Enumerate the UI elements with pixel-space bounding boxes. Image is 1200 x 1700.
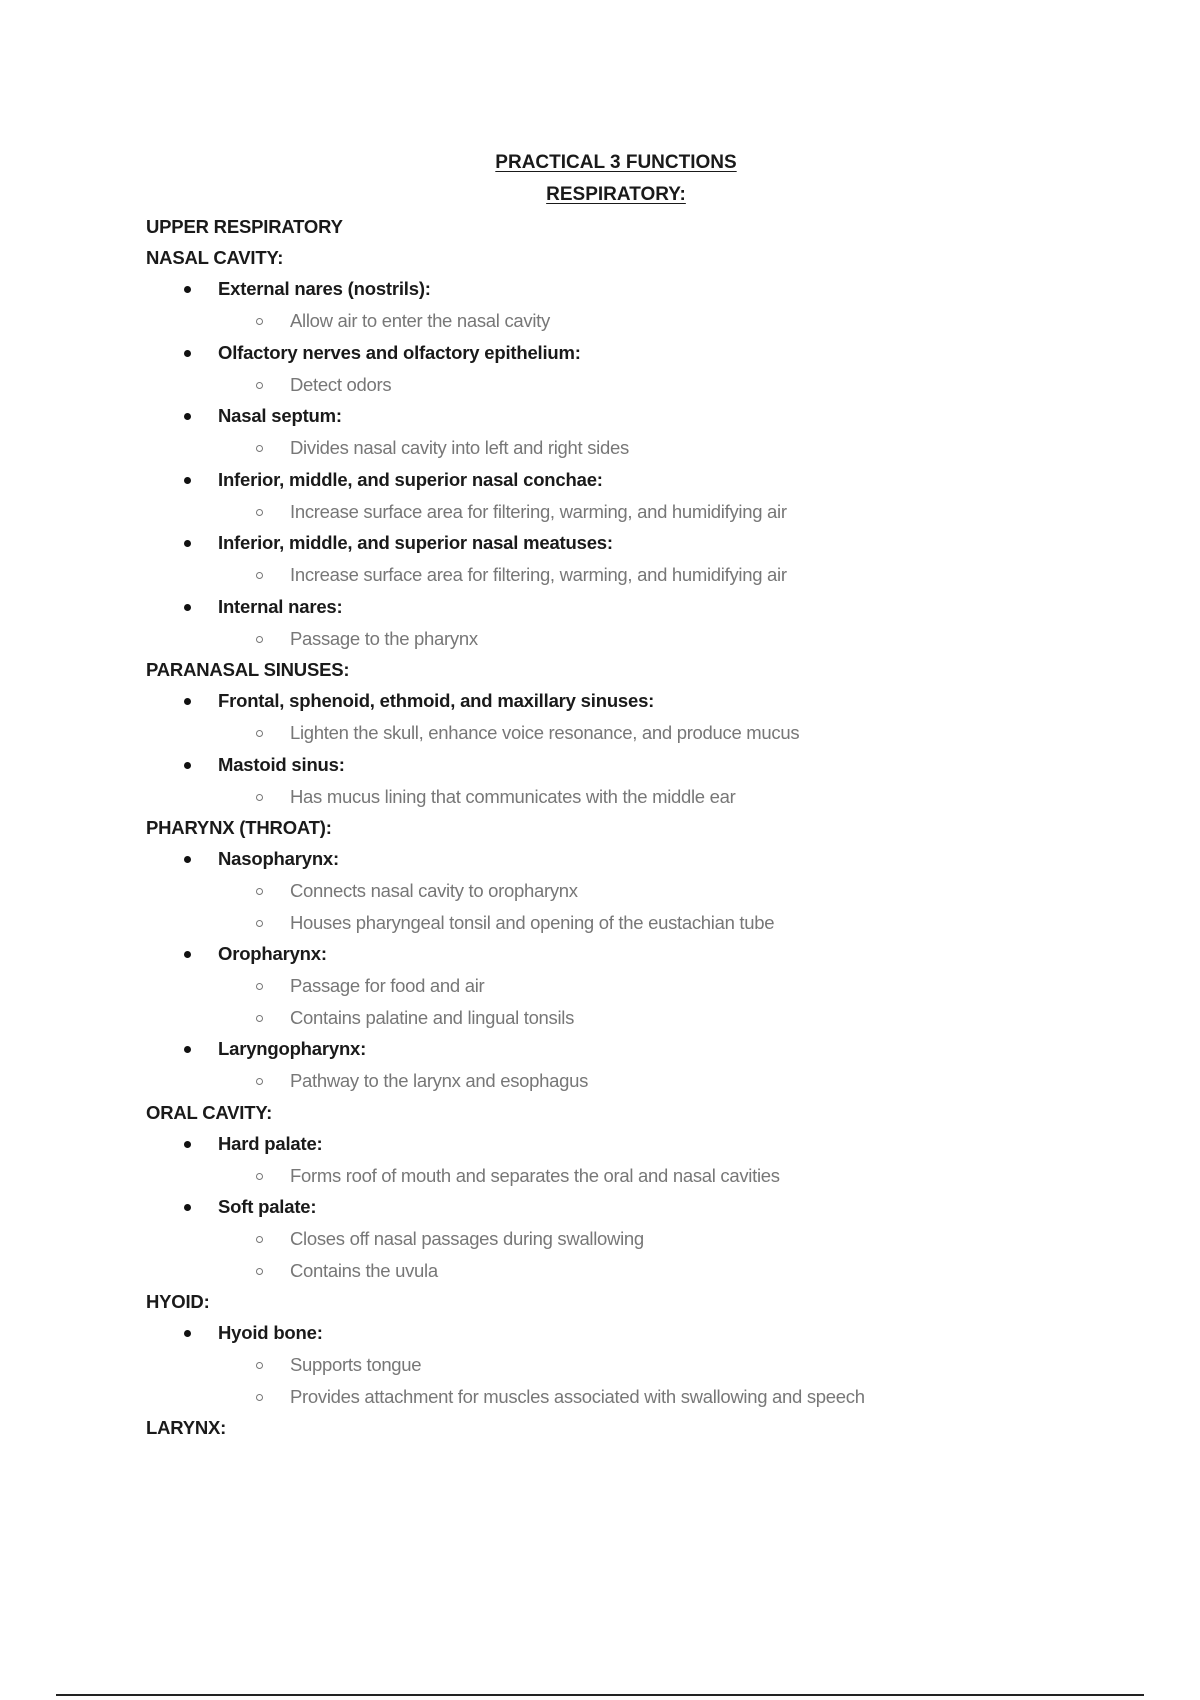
sub-bullet-list: [146, 717, 1126, 749]
sub-list-item: [146, 496, 1126, 528]
list-item-row: [146, 685, 1126, 717]
hollow-circle-bullet-icon: [256, 636, 263, 643]
list-item-row: [146, 464, 1126, 496]
sub-bullet-list: [146, 970, 1126, 1033]
document-title: PRACTICAL 3 FUNCTIONS: [495, 152, 737, 173]
sub-list-item-text: Detect odors: [290, 373, 392, 395]
sub-list-item-text: Pathway to the larynx and esophagus: [290, 1070, 589, 1091]
list-item-label: Oropharynx:: [218, 943, 327, 964]
hollow-circle-bullet-icon: [256, 1078, 263, 1085]
sub-list-item: [146, 781, 1126, 813]
list-item: [146, 273, 1126, 337]
sub-bullet-list: [146, 559, 1126, 591]
section-heading: ORAL CAVITY:: [146, 1101, 273, 1123]
list-item-label: Olfactory nerves and olfactory epithelium:: [218, 341, 581, 363]
sub-list-item-text: Increase surface area for filtering, warming, and humidifying air: [290, 500, 787, 522]
bullet-dot-icon: [184, 1141, 191, 1148]
list-item: [146, 400, 1126, 464]
sub-list-item: [146, 559, 1126, 591]
sub-list-item: [146, 623, 1126, 655]
sub-bullet-list: [146, 496, 1126, 528]
sub-bullet-list: [146, 1065, 1126, 1097]
sub-list-item: [146, 875, 1126, 907]
sub-list-item-text: Lighten the skull, enhance voice resonance, and produce mucus: [290, 722, 800, 743]
sub-list-item: [146, 970, 1126, 1002]
bullet-dot-icon: [184, 1046, 191, 1053]
bullet-list: [146, 1317, 1126, 1412]
section-heading: NASAL CAVITY:: [146, 247, 284, 268]
list-item: [146, 464, 1126, 528]
bullet-dot-icon: [184, 1204, 191, 1211]
sub-bullet-list: [146, 1349, 1126, 1412]
bullet-list: [146, 273, 1126, 654]
hollow-circle-bullet-icon: [256, 1362, 263, 1369]
sub-list-item-text: Provides attachment for muscles associated with swallowing and speech: [290, 1385, 865, 1407]
hollow-circle-bullet-icon: [256, 1236, 263, 1243]
section-heading: UPPER RESPIRATORY: [146, 216, 343, 237]
document-body: [146, 147, 1126, 1443]
bullet-list: [146, 1128, 1126, 1287]
bullet-dot-icon: [184, 540, 191, 547]
sub-bullet-list: [146, 781, 1126, 813]
sub-list-item-text: Passage to the pharynx: [290, 627, 478, 649]
sub-list-item: [146, 432, 1126, 464]
list-item: [146, 1191, 1126, 1286]
hollow-circle-bullet-icon: [256, 794, 263, 801]
sub-list-item-text: Houses pharyngeal tonsil and opening of the eustachian tube: [290, 911, 775, 933]
bullet-dot-icon: [184, 350, 191, 357]
list-item-label: Nasopharynx:: [218, 848, 339, 869]
list-item: [146, 591, 1126, 655]
list-item-label: Hyoid bone:: [218, 1322, 323, 1343]
sub-list-item-text: Allow air to enter the nasal cavity: [290, 310, 550, 331]
sub-list-item-text: Supports tongue: [290, 1354, 422, 1375]
bullet-dot-icon: [184, 951, 191, 958]
list-item-label: Nasal septum:: [218, 405, 342, 426]
list-item-row: [146, 1033, 1126, 1065]
list-item-label: Inferior, middle, and superior nasal meatuses:: [218, 532, 613, 553]
sub-bullet-list: [146, 432, 1126, 464]
sub-list-item-text: Increase surface area for filtering, warming, and humidifying air: [290, 564, 787, 585]
list-item-label: Soft palate:: [218, 1196, 317, 1217]
sub-list-item: [146, 1255, 1126, 1287]
sub-list-item: [146, 1223, 1126, 1255]
bullet-dot-icon: [184, 698, 191, 705]
sub-list-item: [146, 1349, 1126, 1381]
list-item-row: [146, 1128, 1126, 1160]
section-heading: PARANASAL SINUSES:: [146, 659, 350, 680]
bullet-dot-icon: [184, 413, 191, 420]
bullet-dot-icon: [184, 286, 191, 293]
sub-list-item-text: Closes off nasal passages during swallowing: [290, 1228, 644, 1249]
section-heading: HYOID:: [146, 1291, 210, 1312]
footer-rule: [56, 1694, 1144, 1696]
bullet-dot-icon: [184, 856, 191, 863]
list-item-row: [146, 337, 1126, 369]
sub-list-item: [146, 1160, 1126, 1192]
hollow-circle-bullet-icon: [256, 1268, 263, 1275]
list-item-row: [146, 273, 1126, 305]
sub-list-item: [146, 1002, 1126, 1034]
list-item-row: [146, 843, 1126, 875]
sub-bullet-list: [146, 623, 1126, 655]
hollow-circle-bullet-icon: [256, 920, 263, 927]
list-item: [146, 1317, 1126, 1412]
sub-bullet-list: [146, 1223, 1126, 1286]
sub-list-item-text: Divides nasal cavity into left and right sides: [290, 437, 629, 458]
list-item-row: [146, 1317, 1126, 1349]
list-item-label: Laryngopharynx:: [218, 1038, 367, 1059]
list-item-row: [146, 400, 1126, 432]
hollow-circle-bullet-icon: [256, 730, 263, 737]
list-item: [146, 337, 1126, 401]
sub-list-item: [146, 305, 1126, 337]
list-item: [146, 685, 1126, 749]
sub-list-item-text: Has mucus lining that communicates with the middle ear: [290, 785, 736, 807]
list-item-label: Frontal, sphenoid, ethmoid, and maxillary sinuses:: [218, 690, 655, 711]
hollow-circle-bullet-icon: [256, 1015, 263, 1022]
hollow-circle-bullet-icon: [256, 983, 263, 990]
list-item: [146, 527, 1126, 591]
list-item-row: [146, 938, 1126, 970]
sub-list-item: [146, 907, 1126, 939]
list-item-label: Hard palate:: [218, 1132, 323, 1154]
list-item: [146, 843, 1126, 938]
hollow-circle-bullet-icon: [256, 572, 263, 579]
bullet-dot-icon: [184, 762, 191, 769]
list-item-label: Inferior, middle, and superior nasal conchae:: [218, 468, 603, 490]
list-item-label: Internal nares:: [218, 595, 343, 617]
list-item-label: External nares (nostrils):: [218, 278, 431, 299]
section-heading: LARYNX:: [146, 1417, 227, 1438]
sub-list-item-text: Connects nasal cavity to oropharynx: [290, 880, 578, 901]
sub-bullet-list: [146, 369, 1126, 401]
hollow-circle-bullet-icon: [256, 445, 263, 452]
list-item-label: Mastoid sinus:: [218, 753, 345, 775]
hollow-circle-bullet-icon: [256, 888, 263, 895]
sub-list-item-text: Contains the uvula: [290, 1259, 438, 1281]
sub-list-item-text: Forms roof of mouth and separates the oral and nasal cavities: [290, 1164, 780, 1186]
list-item-row: [146, 591, 1126, 623]
sub-bullet-list: [146, 875, 1126, 938]
list-item-row: [146, 749, 1126, 781]
hollow-circle-bullet-icon: [256, 1173, 263, 1180]
hollow-circle-bullet-icon: [256, 1394, 263, 1401]
list-item: [146, 1033, 1126, 1097]
sub-list-item-text: Contains palatine and lingual tonsils: [290, 1006, 575, 1028]
sub-list-item: [146, 1065, 1126, 1097]
list-item: [146, 749, 1126, 813]
sub-bullet-list: [146, 1160, 1126, 1192]
section-heading: PHARYNX (THROAT):: [146, 817, 332, 838]
hollow-circle-bullet-icon: [256, 382, 263, 389]
sub-list-item: [146, 717, 1126, 749]
hollow-circle-bullet-icon: [256, 318, 263, 325]
sub-list-item-text: Passage for food and air: [290, 975, 485, 996]
list-item: [146, 1128, 1126, 1192]
sub-list-item: [146, 1381, 1126, 1413]
list-item-row: [146, 527, 1126, 559]
bullet-list: [146, 685, 1126, 812]
sub-list-item: [146, 369, 1126, 401]
bullet-dot-icon: [184, 477, 191, 484]
bullet-list: [146, 843, 1126, 1097]
list-item-row: [146, 1191, 1126, 1223]
sub-bullet-list: [146, 305, 1126, 337]
document-subtitle: RESPIRATORY:: [546, 184, 686, 205]
bullet-dot-icon: [184, 604, 191, 611]
sections-container: [146, 211, 1126, 1443]
bullet-dot-icon: [184, 1330, 191, 1337]
hollow-circle-bullet-icon: [256, 509, 263, 516]
list-item: [146, 938, 1126, 1033]
